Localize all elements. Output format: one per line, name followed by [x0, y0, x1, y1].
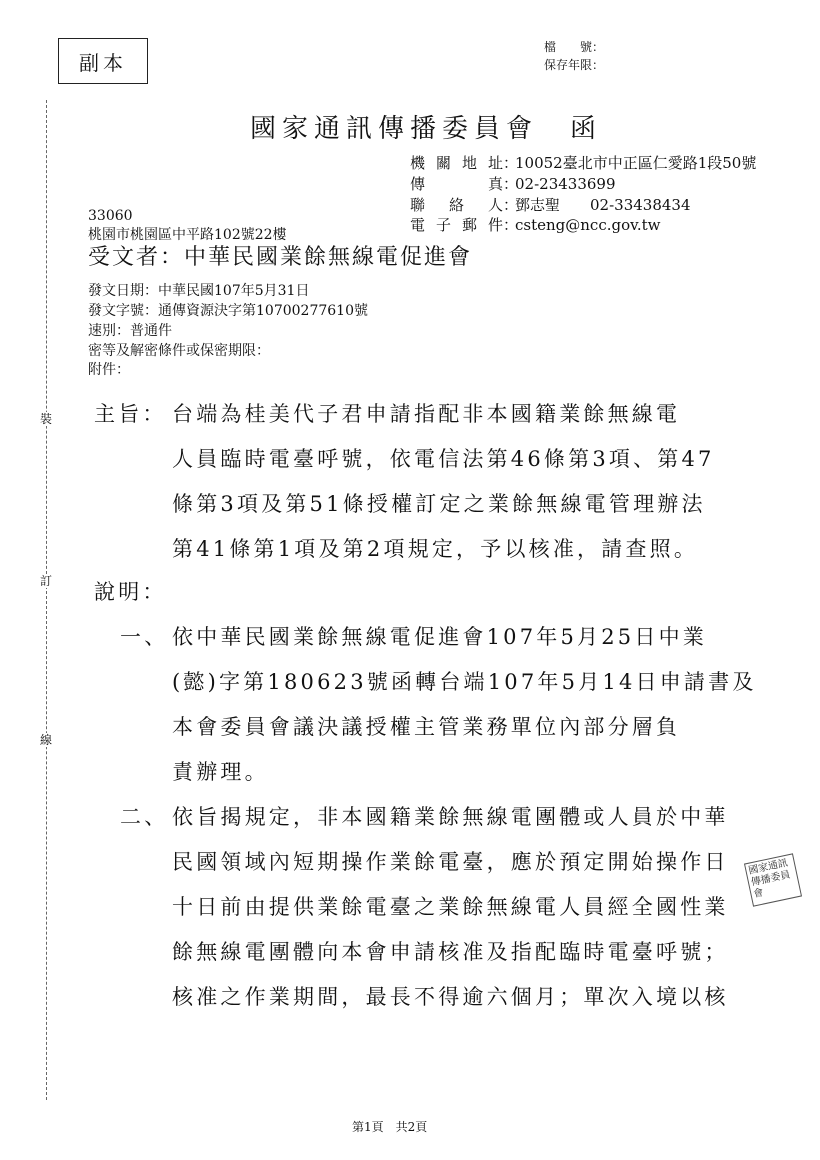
- binding-mark-ding: 訂: [40, 574, 53, 588]
- explanation-line: (懿)字第180623號函轉台端107年5月14日申請書及: [172, 670, 757, 694]
- explanation-line: 核准之作業期間，最長不得逾六個月；單次入境以核: [172, 985, 729, 1009]
- subject-label: 主旨：: [94, 402, 167, 426]
- explanation-line: 民國領域內短期操作業餘電臺，應於預定開始操作日: [172, 850, 729, 874]
- explanation-line: 本會委員會議決議授權主管業務單位內部分層負: [172, 715, 681, 739]
- attachment: 附件：: [88, 362, 130, 378]
- subject-line: 台端為桂美代子君申請指配非本國籍業餘無線電: [172, 402, 681, 426]
- contact-person: 聯 絡 人：鄧志聖 02-33438434: [410, 196, 691, 214]
- explanation-line: 依中華民國業餘無線電促進會107年5月25日中業: [172, 625, 707, 649]
- item-number: 二、: [120, 805, 169, 829]
- explanation-line: 餘無線電團體向本會申請核准及指配臨時電臺呼號；: [172, 940, 729, 964]
- binding-mark-zhuang: 裝: [40, 412, 53, 426]
- explanation-line: 依旨揭規定，非本國籍業餘無線電團體或人員於中華: [172, 805, 729, 829]
- recipient-postcode: 33060: [88, 208, 133, 224]
- copy-mark: 副本: [58, 38, 148, 84]
- subject-line: 第41條第1項及第2項規定，予以核准，請查照。: [172, 537, 699, 561]
- subject-line: 條第3項及第51條授權訂定之業餘無線電管理辦法: [172, 492, 706, 516]
- official-seal-stamp: 國家通訊傳播委員會: [744, 853, 802, 906]
- file-number-label: 檔 號：: [544, 40, 605, 54]
- agency-address: 機關地址：10052臺北市中正區仁愛路1段50號: [410, 154, 757, 172]
- page-number: 第1頁 共2頁: [352, 1120, 428, 1134]
- subject-line: 人員臨時電臺呼號，依電信法第46條第3項、第47: [172, 447, 715, 471]
- fax-number: 傳 真：02-23433699: [410, 175, 616, 193]
- contact-email: 電子郵件：csteng@ncc.gov.tw: [410, 216, 661, 234]
- retention-period-label: 保存年限：: [544, 58, 605, 72]
- delivery-speed: 速別：普通件: [88, 323, 172, 339]
- explanation-line: 十日前由提供業餘電臺之業餘無線電人員經全國性業: [172, 895, 729, 919]
- binding-mark-xian: 線: [40, 733, 53, 747]
- item-number: 一、: [120, 625, 169, 649]
- binding-line: [46, 100, 47, 1100]
- recipient: 受文者：中華民國業餘無線電促進會: [88, 245, 473, 270]
- explanation-line: 責辦理。: [172, 760, 269, 784]
- recipient-street: 桃園市桃園區中平路102號22樓: [88, 227, 287, 243]
- document-number: 發文字號：通傳資源決字第10700277610號: [88, 303, 368, 319]
- explanation-label: 說明：: [94, 580, 167, 604]
- secrecy-level: 密等及解密條件或保密期限：: [88, 343, 270, 359]
- document-title: 國家通訊傳播委員會 函: [250, 114, 603, 144]
- issue-date: 發文日期：中華民國107年5月31日: [88, 283, 310, 299]
